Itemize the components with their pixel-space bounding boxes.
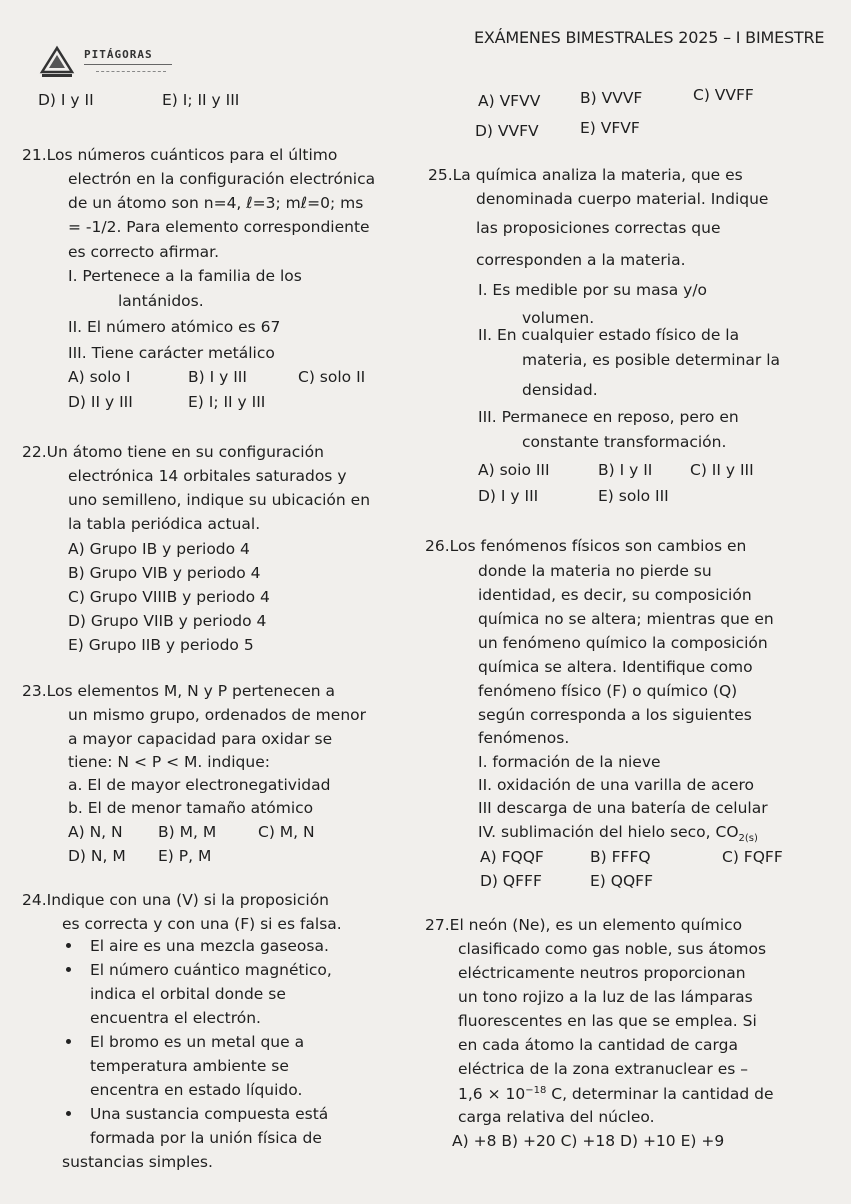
logo-icon — [38, 42, 76, 80]
q23-option: E) P, M — [158, 847, 212, 865]
q24-proposition: temperatura ambiente se — [90, 1057, 289, 1075]
q25-line: 25.La química analiza la materia, que es — [428, 166, 743, 184]
q23-line: tiene: N < P < M. indique: — [68, 753, 270, 771]
q27-line: fluorescentes en las que se emplea. Si — [458, 1012, 757, 1030]
q22-line: 22.Un átomo tiene en su configuración — [22, 443, 324, 461]
q21-option: A) solo I — [68, 368, 131, 386]
q26-line: un fenómeno químico la composición — [478, 634, 768, 652]
q26-line: 26.Los fenómenos físicos son cambios en — [425, 537, 747, 555]
q21-line: de un átomo son n=4, ℓ=3; mℓ=0; ms — [68, 194, 364, 212]
q23-line: un mismo grupo, ordenados de menor — [68, 706, 366, 724]
q26-item: II. oxidación de una varilla de acero — [478, 776, 755, 794]
q25-option: E) solo III — [598, 487, 669, 505]
q26-item: III descarga de una batería de celular — [478, 799, 768, 817]
option-b: B) VVVF — [580, 89, 643, 107]
q26-line: donde la materia no pierde su — [478, 562, 712, 580]
q25-line: las proposiciones correctas que — [476, 219, 721, 237]
bullet-icon — [66, 943, 71, 948]
q27-charge-rest: C, determinar la cantidad de — [546, 1085, 774, 1104]
q21-line: es correcto afirmar. — [68, 243, 220, 261]
q21-line: 21.Los números cuánticos para el último — [22, 146, 338, 164]
option-d: D) I y II — [38, 91, 94, 109]
q22-option: A) Grupo IB y periodo 4 — [68, 540, 250, 558]
q27-options: A) +8 B) +20 C) +18 D) +10 E) +9 — [452, 1132, 725, 1150]
q21-option: C) solo II — [298, 368, 366, 386]
q25-item: volumen. — [522, 309, 595, 327]
q22-option: C) Grupo VIIIB y periodo 4 — [68, 588, 270, 606]
q22-option: E) Grupo IIB y periodo 5 — [68, 636, 254, 654]
q24-proposition: indica el orbital donde se — [90, 985, 286, 1003]
option-e: E) VFVF — [580, 119, 640, 137]
option-e: E) I; II y III — [162, 91, 240, 109]
q23-item: a. El de mayor electronegatividad — [68, 776, 331, 794]
logo-name: PITÁGORAS — [84, 48, 153, 61]
q21-item: lantánidos. — [118, 292, 204, 310]
exam-header: EXÁMENES BIMESTRALES 2025 – I BIMESTRE — [474, 28, 825, 47]
q25-item: III. Permanece en reposo, pero en — [478, 408, 739, 426]
q25-item: constante transformación. — [522, 433, 727, 451]
q24-proposition: encuentra el electrón. — [90, 1009, 261, 1027]
q27-line: clasificado como gas noble, sus átomos — [458, 940, 767, 958]
q24-proposition: Una sustancia compuesta está — [90, 1105, 329, 1123]
q25-option: D) I y III — [478, 487, 539, 505]
q24-proposition: El bromo es un metal que a — [90, 1033, 305, 1051]
option-d: D) VVFV — [475, 122, 539, 140]
option-a: A) VFVV — [478, 92, 541, 110]
bullet-icon — [66, 967, 71, 972]
q21-line: electrón en la configuración electrónica — [68, 170, 376, 188]
q27-line: en cada átomo la cantidad de carga — [458, 1036, 738, 1054]
q23-option: B) M, M — [158, 823, 217, 841]
q24-proposition: El aire es una mezcla gaseosa. — [90, 937, 329, 955]
q26-item — [478, 825, 758, 844]
q24-proposition: El número cuántico magnético, — [90, 961, 332, 979]
q21-item: II. El número atómico es 67 — [68, 318, 281, 336]
q22-line: electrónica 14 orbitales saturados y — [68, 467, 347, 485]
q26-line: fenómenos. — [478, 729, 570, 747]
q26-item: I. formación de la nieve — [478, 753, 661, 771]
q23-option: A) N, N — [68, 823, 123, 841]
q25-item: densidad. — [522, 381, 598, 399]
q26-line: identidad, es decir, su composición — [478, 586, 752, 604]
q27-charge-exponent: −18 — [525, 1085, 547, 1096]
q21-option: E) I; II y III — [188, 393, 266, 411]
q24-line: es correcta y con una (F) si es falsa. — [62, 915, 342, 933]
q26-option: A) FQQF — [480, 848, 544, 866]
q22-option: B) Grupo VIB y periodo 4 — [68, 564, 261, 582]
q21-line: = -1/2. Para elemento correspondiente — [68, 218, 370, 236]
q27-charge-base: 1,6 × 10 — [458, 1085, 526, 1104]
q25-line: corresponden a la materia. — [476, 251, 686, 269]
q26-option: C) FQFF — [722, 848, 783, 866]
q27-line: carga relativa del núcleo. — [458, 1108, 655, 1126]
q21-item: I. Pertenece a la familia de los — [68, 267, 302, 285]
q22-line: la tabla periódica actual. — [68, 515, 261, 533]
q21-option: B) I y III — [188, 368, 247, 386]
q23-line: 23.Los elementos M, N y P pertenecen a — [22, 682, 336, 700]
q26-line: según corresponda a los siguientes — [478, 706, 752, 724]
q27-line: 27.El neón (Ne), es un elemento químico — [425, 916, 743, 934]
q25-item: materia, es posible determinar la — [522, 351, 781, 369]
q25-option: C) II y III — [690, 461, 754, 479]
q25-option: B) I y II — [598, 461, 653, 479]
q21-item: III. Tiene carácter metálico — [68, 344, 275, 362]
q24-proposition: encentra en estado líquido. — [90, 1081, 303, 1099]
bullet-icon — [66, 1111, 71, 1116]
q26-line: química se altera. Identifique como — [478, 658, 753, 676]
q23-option: C) M, N — [258, 823, 315, 841]
q27-line: eléctricamente neutros proporcionan — [458, 964, 746, 982]
q23-item: b. El de menor tamaño atómico — [68, 799, 314, 817]
q23-option: D) N, M — [68, 847, 126, 865]
q25-item: II. En cualquier estado físico de la — [478, 326, 740, 344]
q24-line: 24.Indique con una (V) si la proposición — [22, 891, 330, 909]
q27-line: eléctrica de la zona extranuclear es – — [458, 1060, 748, 1078]
q27-line: un tono rojizo a la luz de las lámparas — [458, 988, 753, 1006]
q22-option: D) Grupo VIIB y periodo 4 — [68, 612, 267, 630]
q25-line: denominada cuerpo material. Indique — [476, 190, 769, 208]
q25-item: I. Es medible por su masa y/o — [478, 281, 708, 299]
q26-line: química no se altera; mientras que en — [478, 610, 774, 628]
q21-option: D) II y III — [68, 393, 133, 411]
q24-proposition: formada por la unión física de — [90, 1129, 322, 1147]
q24-proposition: sustancias simples. — [62, 1153, 213, 1171]
bullet-icon — [66, 1039, 71, 1044]
q26-line: fenómeno físico (F) o químico (Q) — [478, 682, 738, 700]
q26-option: E) QQFF — [590, 872, 653, 890]
school-logo — [38, 42, 178, 84]
co2-subscript: 2(s) — [738, 833, 758, 845]
q26-option: B) FFFQ — [590, 848, 651, 866]
q27-line — [458, 1086, 774, 1103]
q22-line: uno semilleno, indique su ubicación en — [68, 491, 371, 509]
q26-option: D) QFFF — [480, 872, 542, 890]
q25-option: A) soio III — [478, 461, 550, 479]
q23-line: a mayor capacidad para oxidar se — [68, 730, 333, 748]
q26-item-text: IV. sublimación del hielo seco, CO — [478, 823, 739, 841]
option-c: C) VVFF — [693, 86, 754, 104]
